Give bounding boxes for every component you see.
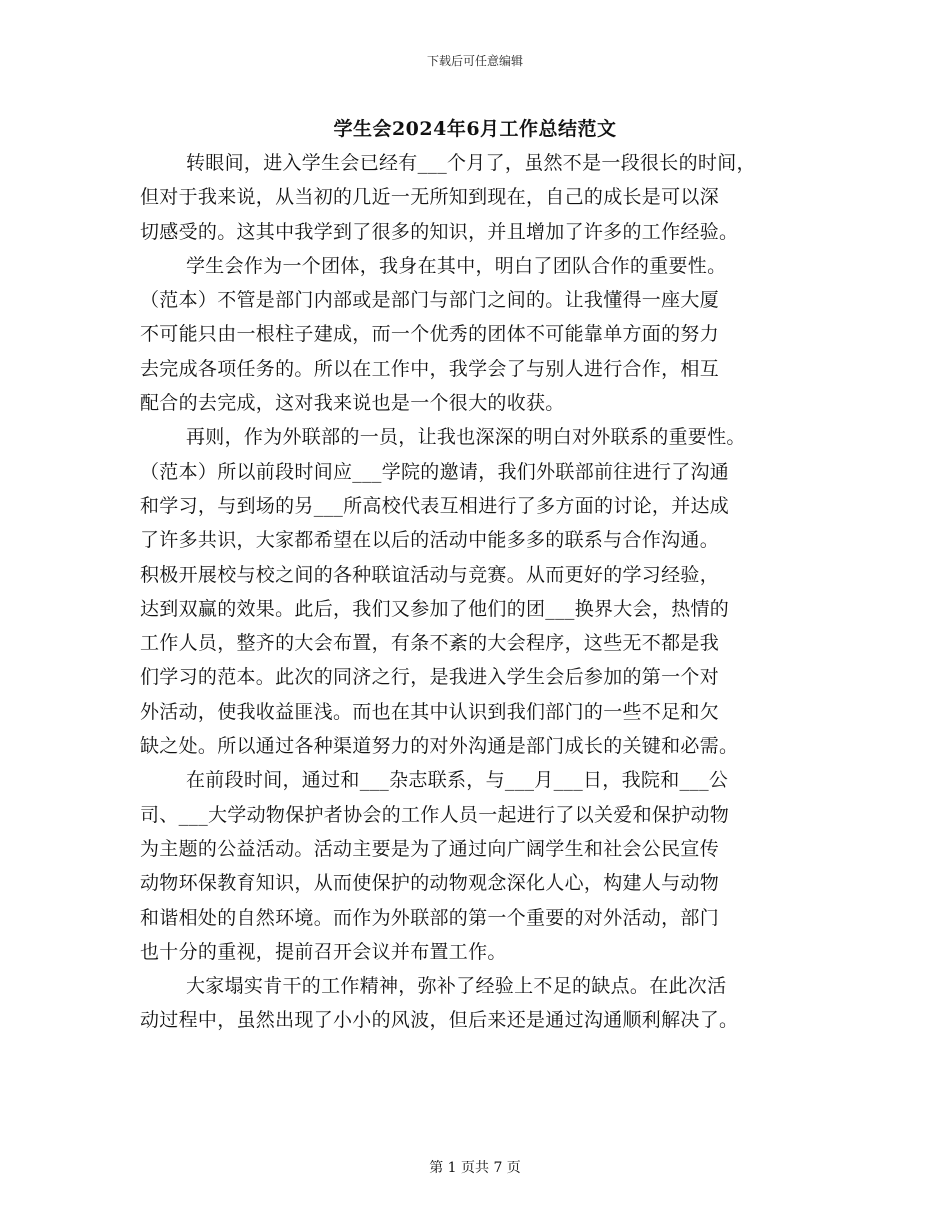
- text-line: 为主题的公益活动。活动主要是为了通过向广阔学生和社会公民宣传: [140, 837, 720, 860]
- text-line: 也十分的重视，提前召开会议并布置工作。: [140, 940, 507, 963]
- text-line: 去完成各项任务的。所以在工作中，我学会了与别人进行合作，相互: [140, 357, 720, 380]
- page-footer: 第 1 页共 7 页: [429, 1160, 521, 1176]
- text-line: 动物环保教育知识，从而使保护的动物观念深化人心，构建人与动物: [140, 872, 720, 895]
- text-line: 和学习，与到场的另___所高校代表互相进行了多方面的讨论，并达成: [140, 494, 730, 517]
- text-line: 转眼间，进入学生会已经有___个月了，虽然不是一段很长的时间，: [186, 152, 756, 174]
- text-line: 司、___大学动物保护者协会的工作人员一起进行了以关爱和保护动物: [140, 803, 730, 826]
- text-line: 外活动，使我收益匪浅。而也在其中认识到我们部门的一些不足和欠: [140, 700, 720, 723]
- document-body: [140, 146, 820, 1038]
- text-line: （范本）所以前段时间应___学院的邀请，我们外联部前往进行了沟通: [140, 460, 730, 483]
- text-line: 再则，作为外联部的一员，让我也深深的明白对外联系的重要性。: [186, 426, 746, 449]
- text-line: 但对于我来说，从当初的几近一无所知到现在，自己的成长是可以深: [140, 186, 720, 209]
- text-line: 达到双赢的效果。此后，我们又参加了他们的团___换界大会，热情的: [140, 597, 730, 620]
- text-line: 积极开展校与校之间的各种联谊活动与竞赛。从而更好的学习经验，: [140, 563, 720, 586]
- text-line: 切感受的。这其中我学到了很多的知识，并且增加了许多的工作经验。: [140, 220, 739, 243]
- text-line: 动过程中，虽然出现了小小的风波，但后来还是通过沟通顺利解决了。: [140, 1009, 739, 1032]
- text-line: 缺之处。所以通过各种渠道努力的对外沟通是部门成长的关键和必需。: [140, 735, 739, 758]
- text-line: 们学习的范本。此次的同济之行，是我进入学生会后参加的第一个对: [140, 666, 720, 689]
- text-line: （范本）不管是部门内部或是部门与部门之间的。让我懂得一座大厦: [140, 289, 720, 312]
- text-line: 大家塌实肯干的工作精神，弥补了经验上不足的缺点。在此次活: [186, 975, 727, 998]
- page-header: 下载后可任意编辑: [426, 54, 523, 68]
- text-line: 了许多共识，大家都希望在以后的活动中能多多的联系与合作沟通。: [140, 529, 720, 552]
- text-line: 和谐相处的自然环境。而作为外联部的第一个重要的对外活动，部门: [140, 906, 720, 929]
- text-line: 配合的去完成，这对我来说也是一个很大的收获。: [140, 392, 565, 415]
- text-line: 在前段时间，通过和___杂志联系，与___月___日，我院和___公: [186, 769, 729, 792]
- document-title: 学生会2024年6月工作总结范文: [333, 118, 617, 140]
- text-line: 工作人员，整齐的大会布置，有条不紊的大会程序，这些无不都是我: [140, 632, 720, 655]
- text-line: 学生会作为一个团体，我身在其中，明白了团队合作的重要性。: [186, 254, 727, 277]
- text-line: 不可能只由一根柱子建成，而一个优秀的团体不可能靠单方面的努力: [140, 323, 720, 346]
